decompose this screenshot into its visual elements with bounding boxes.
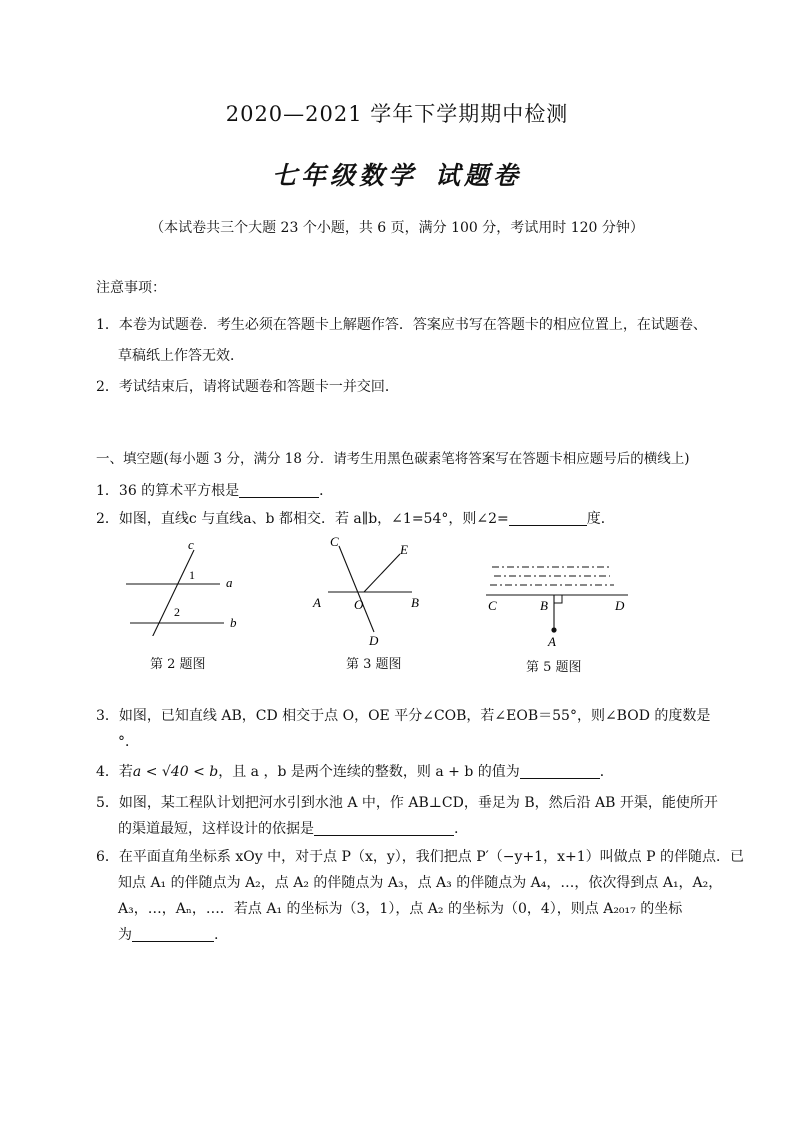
figure-5-caption: 第 5 题图 xyxy=(526,660,582,675)
fig2-label-1: 1 xyxy=(189,568,195,582)
fig2-label-a: a xyxy=(226,575,233,590)
fig5-label-A: A xyxy=(548,634,556,649)
fig2-label-2: 2 xyxy=(174,605,180,619)
fig3-label-B: B xyxy=(411,595,419,610)
question-6-cont-2: A₃，…，Aₙ，…．若点 A₁ 的坐标为（3，1），点 A₂ 的坐标为（0，4），则点 A₂₀₁₇ 的坐标 xyxy=(118,901,683,917)
notice-item-1-cont: 草稿纸上作答无效． xyxy=(118,348,244,364)
exam-subtitle xyxy=(0,156,794,192)
question-6-cont-3 xyxy=(118,926,218,944)
fig3-line-cd xyxy=(339,546,374,632)
answer-blank-5[interactable] xyxy=(314,821,454,836)
exam-note: （本试卷共三个大题 23 个小题，共 6 页，满分 100 分，考试用时 120 分钟） xyxy=(150,220,644,236)
exam-title: 2020—2021 学年下学期期中检测 xyxy=(225,102,569,126)
fig2-label-c: c xyxy=(188,537,194,552)
section-1-heading: 一、填空题(每小题 3 分，满分 18 分．请考生用黑色碳素笔将答案写在答题卡相应题号后的横线上) xyxy=(96,451,690,467)
question-6-end: . xyxy=(214,927,219,943)
question-1-end: ． xyxy=(319,483,334,499)
fig5-point-a xyxy=(551,627,556,632)
question-4 xyxy=(96,763,614,781)
question-6-cont-1: 知点 A₁ 的伴随点为 A₂，点 A₂ 的伴随点为 A₃，点 A₃ 的伴随点为 A₄，…，依次得到点 A₁，A₂， xyxy=(118,875,723,891)
fig3-ray-oe xyxy=(364,554,400,592)
fig3-label-C: C xyxy=(330,534,339,549)
question-4-end: ． xyxy=(599,764,614,780)
question-3: 3．如图，已知直线 AB，CD 相交于点 O，OE 平分∠COB，若∠EOB＝55°，则∠BOD 的度数是 xyxy=(96,708,711,724)
fig3-label-O: O xyxy=(354,597,364,612)
figure-3-caption: 第 3 题图 xyxy=(346,657,402,672)
fig5-label-B: B xyxy=(540,598,548,613)
answer-blank-4[interactable] xyxy=(520,764,600,779)
fig2-label-b: b xyxy=(230,615,237,630)
answer-blank-1[interactable] xyxy=(239,483,319,498)
question-6-text: 为 xyxy=(118,927,132,943)
fig5-label-C: C xyxy=(488,598,497,613)
subtitle-paper-type: 试题卷 xyxy=(435,161,523,190)
answer-blank-2[interactable] xyxy=(509,511,587,526)
fig3-label-A: A xyxy=(313,595,321,610)
question-2-end: 度． xyxy=(586,511,615,527)
question-5-end: . xyxy=(454,821,459,837)
question-1-text: 1．36 的算术平方根是 xyxy=(96,483,240,499)
question-5-cont xyxy=(118,820,458,838)
question-5-text: 的渠道最短，这样设计的依据是 xyxy=(118,821,314,837)
fig3-label-D: D xyxy=(369,633,379,648)
question-4-prefix: 4．若 xyxy=(96,764,133,780)
answer-blank-6[interactable] xyxy=(132,927,214,942)
question-4-middle: ，且 a ，b 是两个连续的整数，则 a + b 的值为 xyxy=(218,764,520,780)
figure-2-caption: 第 2 题图 xyxy=(150,657,206,672)
question-2-text: 2．如图，直线c 与直线a、b 都相交．若 a∥b，∠1=54°，则∠2= xyxy=(96,511,509,527)
figure-3 xyxy=(308,532,438,652)
notice-item-1: 1．本卷为试题卷．考生必须在答题卡上解题作答．答案应书写在答题卡的相应位置上，在试题卷、 xyxy=(96,317,707,333)
figure-2 xyxy=(118,536,258,636)
notice-heading: 注意事项： xyxy=(96,280,166,296)
question-2 xyxy=(96,510,615,528)
question-5: 5．如图，某工程队计划把河水引到水池 A 中，作 AB⊥CD，垂足为 B，然后沿 AB 开渠，能使所开 xyxy=(96,795,718,811)
subtitle-subject: 七年级数学 xyxy=(271,161,417,190)
fig5-label-D: D xyxy=(615,598,625,613)
question-1 xyxy=(96,482,333,500)
fig5-right-angle xyxy=(554,595,562,603)
notice-item-2: 2．考试结束后，请将试题卷和答题卡一并交回． xyxy=(96,379,399,395)
figure-5 xyxy=(482,558,632,650)
question-3-cont: °． xyxy=(118,734,139,750)
question-6: 6．在平面直角坐标系 xOy 中，对于点 P（x，y），我们把点 P′（−y+1，x+1）叫做点 P 的伴随点．已 xyxy=(96,849,744,865)
fig3-label-E: E xyxy=(400,542,408,557)
question-4-inequality: a < √40 < b xyxy=(132,764,219,780)
